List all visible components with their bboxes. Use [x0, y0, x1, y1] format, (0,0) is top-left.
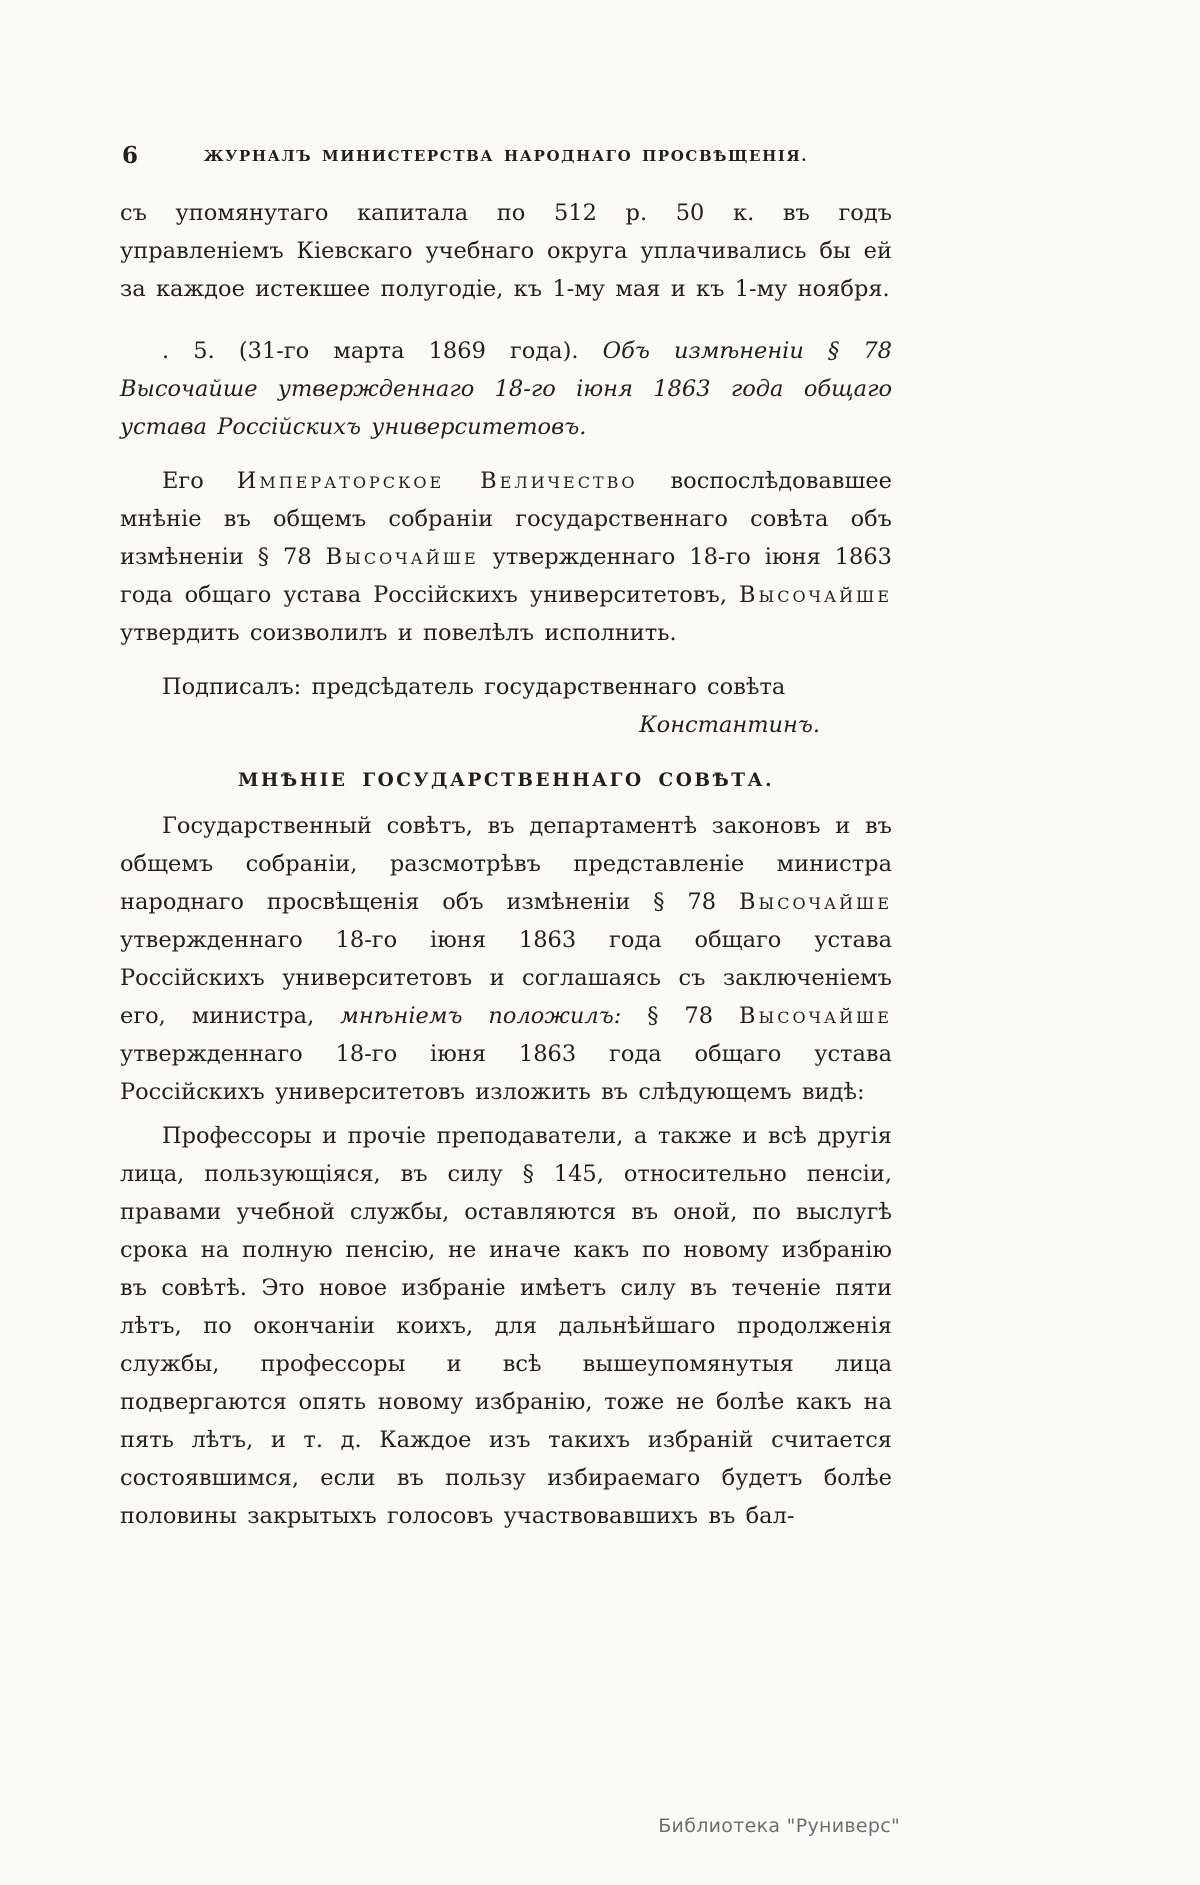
plain-text: § 78	[621, 1003, 739, 1029]
plain-text: воспослѣдовавшее мнѣніе въ общемъ собраніи государственнаго совѣта объ измѣненіи § 78	[120, 468, 893, 570]
plain-text: Его	[162, 468, 237, 494]
library-watermark: Библиотека "Руниверс"	[658, 1815, 900, 1837]
plain-text: утвержденнаго 18-го іюня 1863 года общаго устава Россійскихъ университетовъ и соглашаясь съ заключеніемъ его, министра,	[120, 927, 892, 1029]
plain-text: Государственный совѣтъ, въ департаментѣ законовъ и въ общемъ собраніи, разсмотрѣвъ представленіе министра народнаго просвѣщенія объ измѣненіи § 78	[120, 813, 892, 915]
paragraph-imperial-decree	[120, 462, 892, 652]
section-item-5-heading	[120, 332, 892, 446]
paragraph-council-opinion	[120, 807, 892, 1111]
vysochayshe-smallcaps: Высочайше	[738, 582, 892, 608]
paragraph-capital-continuation: съ упомянутаго капитала по 512 р. 50 к. въ годъ управленіемъ Кіевскаго учебнаго округа уплачивались бы ей за каждое истекшее полугодіе, къ 1-му мая и къ 1-му ноября.	[120, 200, 892, 302]
opinion-resolved-italic: мнѣніемъ положилъ:	[340, 1003, 622, 1029]
signature-name-italic: Константинъ.	[639, 712, 820, 738]
vysochayshe-smallcaps: Высочайше	[325, 544, 479, 570]
plain-text: утвержденнаго 18-го іюня 1863 года общаго устава Россійскихъ университетовъ,	[120, 544, 892, 608]
vysochayshe-smallcaps: Высочайше	[738, 889, 892, 915]
item-title-italic: Объ измѣненіи § 78 Высочайше утвержденнаго 18-го іюня 1863 года общаго устава Россійскихъ университетовъ.	[120, 338, 892, 440]
page-number: 6	[122, 142, 139, 169]
page-header	[120, 142, 892, 170]
imperial-majesty-smallcaps: Императорское Величество	[236, 468, 638, 494]
signature-line: Подписалъ: предсѣдатель государственнаго совѣта	[162, 674, 786, 700]
running-header-title: ЖУРНАЛЪ МИНИСТЕРСТВА НАРОДНАГО ПРОСВѢЩЕНІЯ.	[203, 147, 809, 165]
plain-text: утвержденнаго 18-го іюня 1863 года общаго устава Россійскихъ университетовъ изложить въ слѣдующемъ видѣ:	[120, 1041, 892, 1105]
plain-text: утвердить соизволилъ и повелѣлъ исполнить.	[120, 620, 677, 646]
item-number-and-date: . 5. (31-го марта 1869 года).	[162, 338, 603, 364]
council-opinion-heading: МНѢНІЕ ГОСУДАРСТВЕННАГО СОВѢТА.	[237, 770, 775, 791]
paragraph-statute-text: Профессоры и прочіе преподаватели, а также и всѣ другія лица, пользующіяся, въ силу § 145, относительно пенсіи, правами учебной службы, оставляются въ оной, по выслугѣ срока на полную пенсію, не иначе какъ по новому избранію въ совѣтѣ. Это новое избраніе имѣетъ силу въ теченіе пяти лѣтъ, по окончаніи коихъ, для дальнѣйшаго продолженія службы, профессоры и всѣ вышеупомянутыя лица подвергаются опять новому избранію, тоже не болѣе какъ на пять лѣтъ, и т. д. Каждое изъ такихъ избраній считается состоявшимся, если въ пользу избираемаго будетъ болѣе половины закрытыхъ голосовъ участвовавшихъ въ бал-	[120, 1123, 892, 1529]
vysochayshe-smallcaps: Высочайше	[738, 1003, 892, 1029]
text-block	[120, 142, 892, 1535]
signature-name	[120, 706, 892, 744]
